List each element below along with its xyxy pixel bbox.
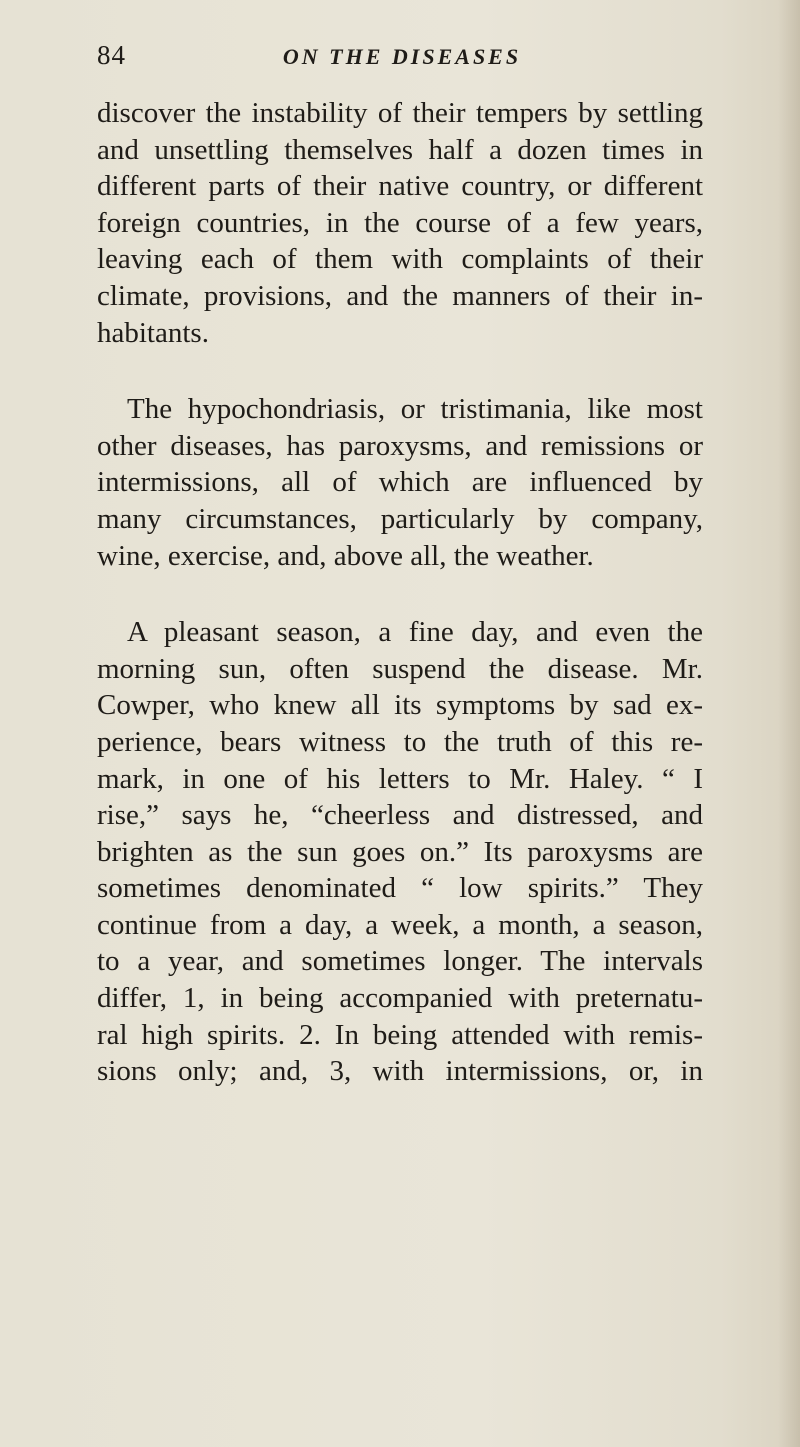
page-number: 84 — [97, 40, 126, 70]
text-line: habitants. — [97, 316, 209, 349]
text-line: climate, provisions, and the manners of their in- — [97, 279, 703, 312]
text-line: sometimes denominated “ low spirits.” They — [97, 872, 703, 905]
text-line: other diseases, has paroxysms, and remissions or — [97, 429, 703, 462]
text-line: foreign countries, in the course of a few years, — [97, 206, 703, 239]
text-line: to a year, and sometimes longer. The intervals — [97, 945, 703, 978]
text-line: A pleasant season, a fine day, and even the — [127, 616, 703, 649]
text-line: Cowper, who knew all its symptoms by sad ex- — [97, 689, 703, 722]
text-line: continue from a day, a week, a month, a season, — [97, 908, 703, 941]
text-line: different parts of their native country, or different — [97, 170, 703, 203]
text-line: ral high spirits. 2. In being attended with remis- — [97, 1018, 703, 1051]
text-line: brighten as the sun goes on.” Its paroxysms are — [97, 835, 703, 868]
paragraph-gap — [97, 351, 703, 391]
paragraph-2 — [97, 391, 703, 574]
body-text — [97, 95, 703, 1090]
text-line: many circumstances, particularly by company, — [97, 502, 703, 535]
text-line: perience, bears witness to the truth of this re- — [97, 725, 703, 758]
text-line: mark, in one of his letters to Mr. Haley. “ I — [97, 762, 703, 795]
text-line: wine, exercise, and, above all, the weather. — [97, 539, 594, 572]
text-line: leaving each of them with complaints of their — [97, 243, 703, 276]
text-line: sions only; and, 3, with intermissions, or, in — [97, 1055, 703, 1088]
text-line: and unsettling themselves half a dozen times in — [97, 133, 703, 166]
paragraph-gap — [97, 574, 703, 614]
paragraph-3 — [97, 614, 703, 1090]
text-line: discover the instability of their tempers by settling — [97, 97, 703, 129]
page-edge-shadow — [778, 0, 800, 1447]
text-line: differ, 1, in being accompanied with preternatu- — [97, 982, 703, 1015]
running-title: ON THE DISEASES — [282, 44, 522, 69]
text-line: intermissions, all of which are influenced by — [97, 466, 703, 499]
paragraph-1 — [97, 95, 703, 351]
text-line: rise,” says he, “cheerless and distressed, and — [97, 799, 703, 832]
text-line: morning sun, often suspend the disease. Mr. — [97, 652, 703, 685]
text-line: The hypochondriasis, or tristimania, like most — [127, 393, 703, 426]
running-head — [97, 40, 707, 80]
